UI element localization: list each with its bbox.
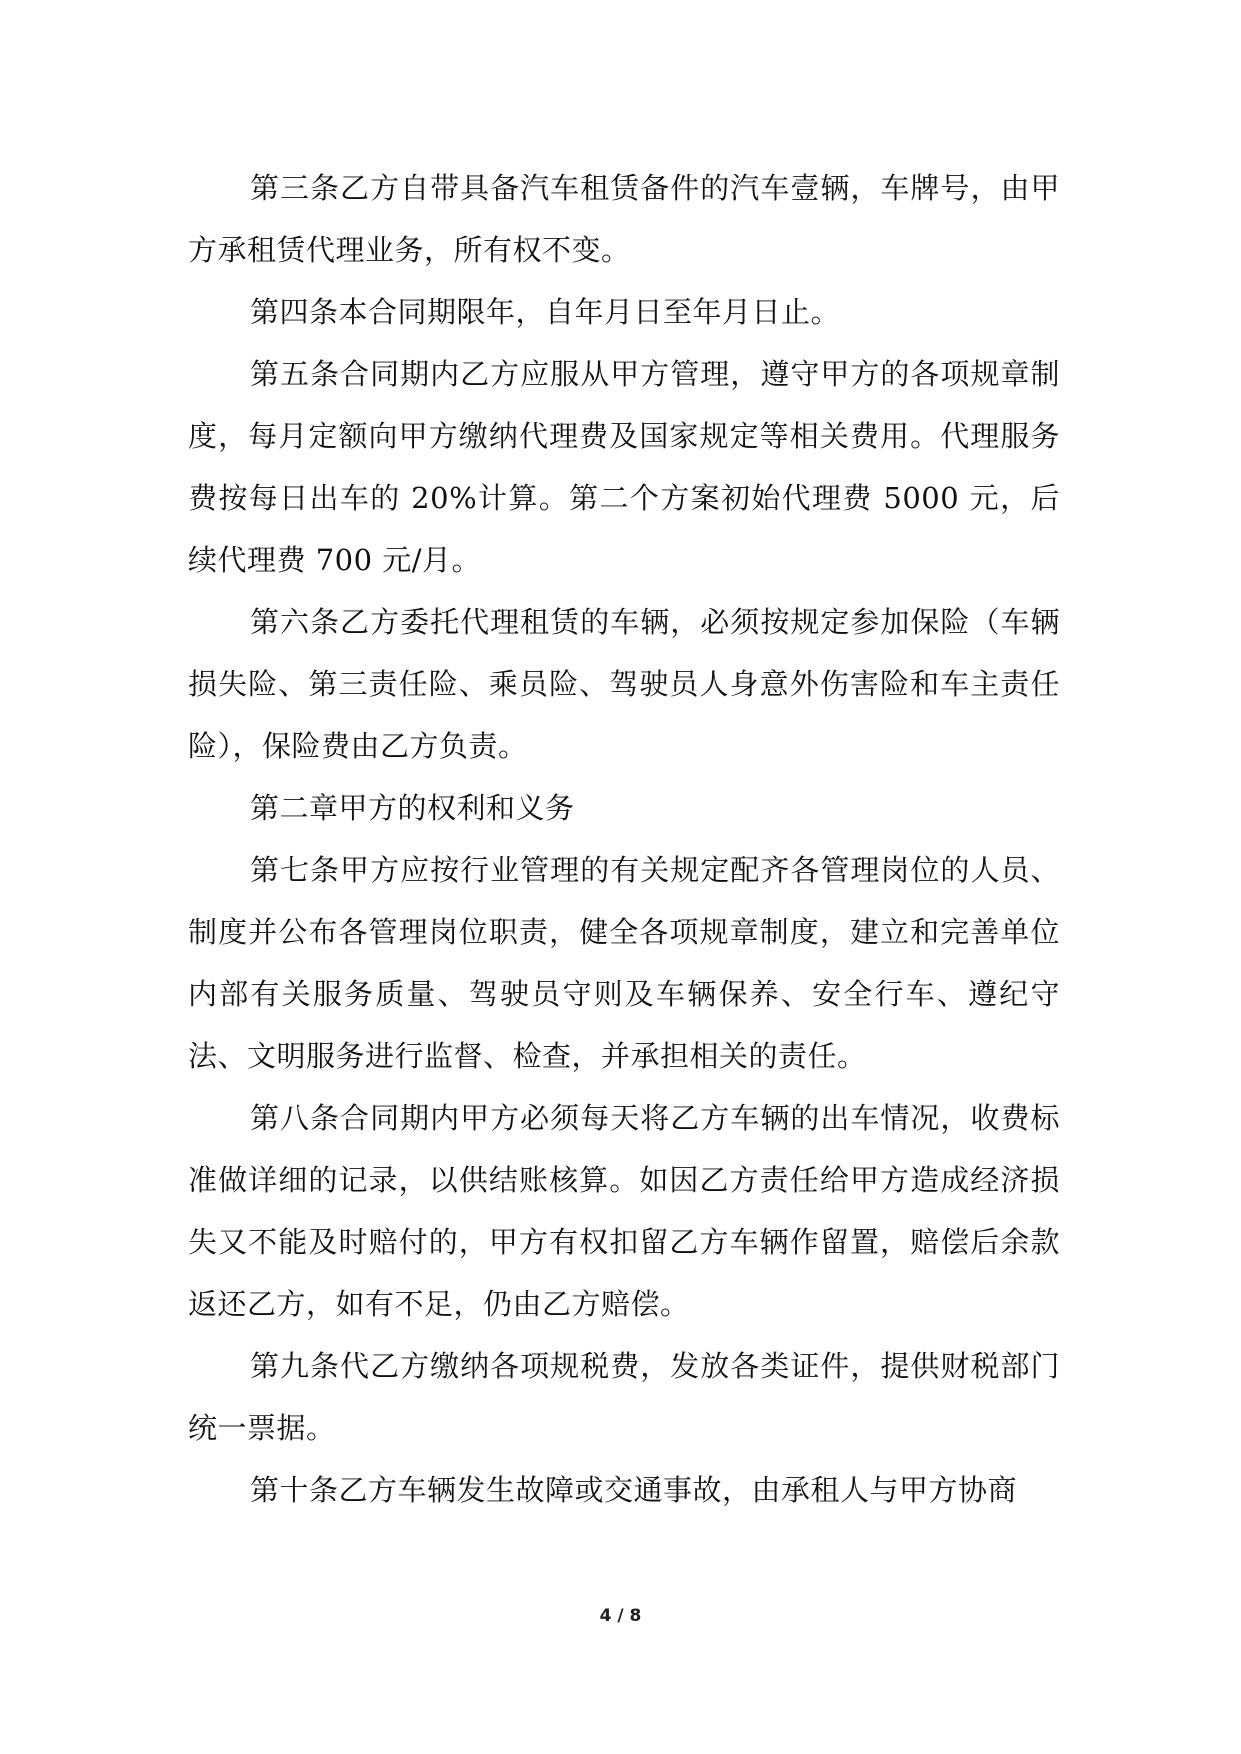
paragraph-article-10: 第十条乙方车辆发生故障或交通事故，由承租人与甲方协商 xyxy=(250,1473,1018,1507)
page-number: 4 / 8 xyxy=(599,1606,642,1626)
paragraph-article-7: 第七条甲方应按行业管理的有关规定配齐各管理岗位的人员、制度并公布各管理岗位职责，健全各项规章制度，建立和完善单位内部有关服务质量、驾驶员守则及车辆保养、安全行车、遵纪守法、文明服务进行监督、检查，并承担相关的责任。 xyxy=(188,853,1060,1073)
paragraph-article-5: 第五条合同期内乙方应服从甲方管理，遵守甲方的各项规章制度，每月定额向甲方缴纳代理费及国家规定等相关费用。代理服务费按每日出车的 20%计算。第二个方案初始代理费 5000 元，后续代理费 700 元/月。 xyxy=(188,357,1060,577)
paragraph-article-6: 第六条乙方委托代理租赁的车辆，必须按规定参加保险（车辆损失险、第三责任险、乘员险、驾驶员人身意外伤害险和车主责任险），保险费由乙方负责。 xyxy=(188,605,1060,763)
paragraph-article-4: 第四条本合同期限年，自年月日至年月日止。 xyxy=(250,295,841,329)
paragraph-article-9: 第九条代乙方缴纳各项规税费，发放各类证件，提供财税部门统一票据。 xyxy=(188,1349,1060,1445)
paragraph-article-3: 第三条乙方自带具备汽车租赁备件的汽车壹辆，车牌号，由甲方承租赁代理业务，所有权不变。 xyxy=(188,171,1060,267)
paragraph-article-8: 第八条合同期内甲方必须每天将乙方车辆的出车情况，收费标准做详细的记录，以供结账核算。如因乙方责任给甲方造成经济损失又不能及时赔付的，甲方有权扣留乙方车辆作留置，赔偿后余款返还乙方，如有不足，仍由乙方赔偿。 xyxy=(188,1101,1060,1321)
document-body xyxy=(188,157,1060,1521)
chapter-heading: 第二章甲方的权利和义务 xyxy=(250,791,575,825)
